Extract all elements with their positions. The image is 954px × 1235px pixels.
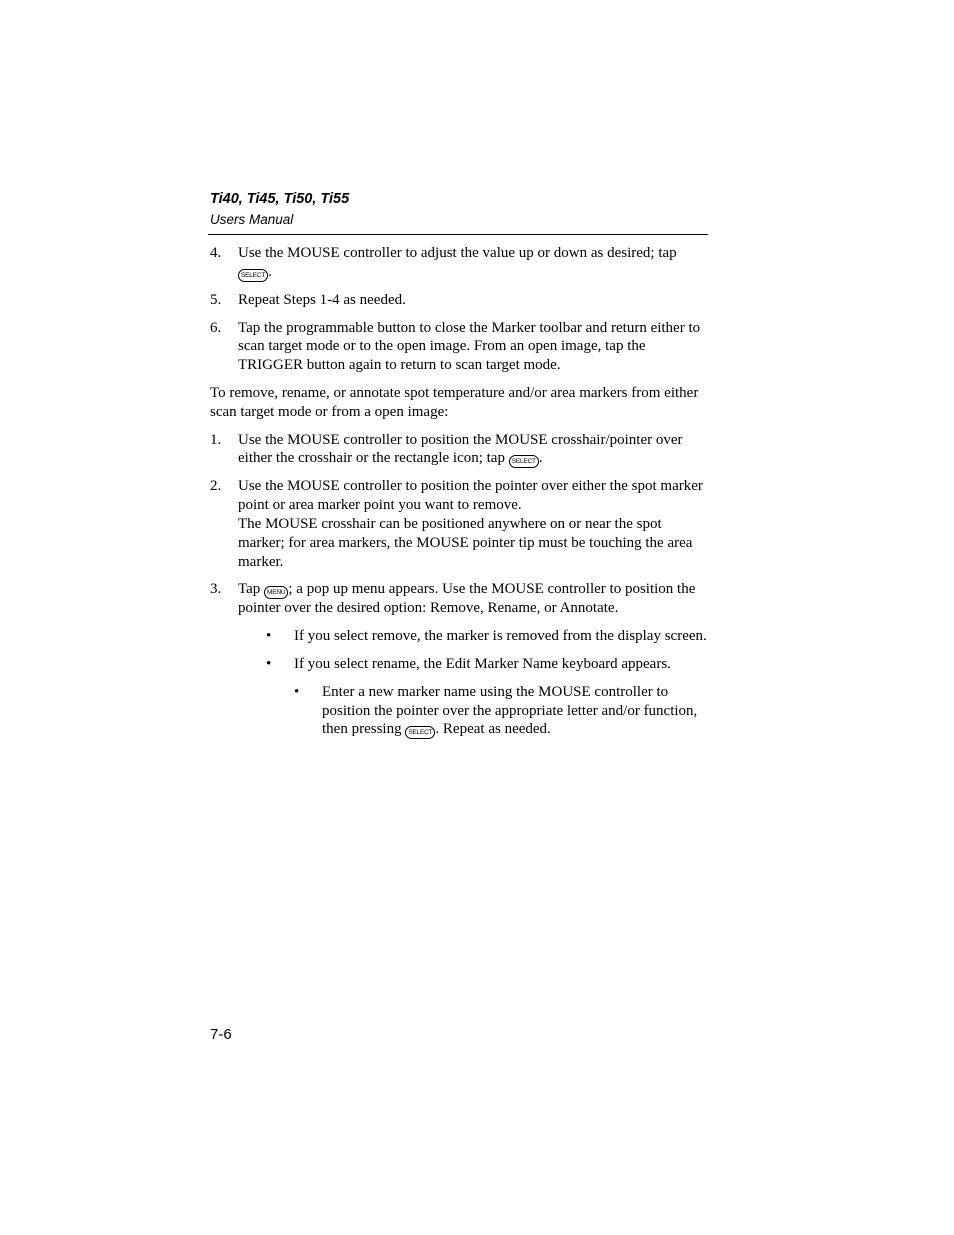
step-number: 1. <box>210 431 222 448</box>
step-text: ; a pop up menu appears. Use the MOUSE controller to position the pointer over the desired option: Remove, Rename, or Annotate. <box>238 581 696 617</box>
step-number: 2. <box>210 478 222 495</box>
bullet-text: If you select rename, the Edit Marker Name keyboard appears. <box>294 655 671 672</box>
step-1 <box>210 431 710 469</box>
step-text: Repeat Steps 1-4 as needed. <box>238 291 406 308</box>
step-text: Use the MOUSE controller to position the MOUSE crosshair/pointer over either the crosshair or the rectangle icon; tap <box>238 431 683 467</box>
intro-paragraph: To remove, rename, or annotate spot temperature and/or area markers from either scan target mode or from a open image: <box>210 384 699 420</box>
select-key-icon: SELECT <box>238 269 268 282</box>
step-number: 5. <box>210 291 222 308</box>
step-5 <box>210 291 710 310</box>
bullet-text: If you select remove, the marker is removed from the display screen. <box>294 628 707 645</box>
header-rule <box>208 234 708 235</box>
menu-key-icon: MENU <box>264 586 288 599</box>
step-tail: . <box>538 450 543 467</box>
step-number: 6. <box>210 319 222 336</box>
step-number: 4. <box>210 245 222 261</box>
bullet-dot: • <box>266 655 272 672</box>
running-header-subtitle: Users Manual <box>210 212 294 227</box>
step-text: Use the MOUSE controller to position the pointer over either the spot marker point or area marker point you want to remove. <box>238 478 703 514</box>
bullet-rename <box>210 655 710 674</box>
body-content <box>210 244 710 748</box>
select-key-icon: SELECT <box>405 726 435 739</box>
running-header-title: Ti40, Ti45, Ti50, Ti55 <box>210 191 350 207</box>
step-note: The MOUSE crosshair can be positioned anywhere on or near the spot marker; for area markers, the MOUSE pointer tip must be touching the area marker. <box>238 515 693 570</box>
bullet-dot: • <box>266 628 272 645</box>
bullet-remove <box>210 627 710 646</box>
step-4 <box>210 244 710 282</box>
step-3 <box>210 580 710 618</box>
step-pre: Tap <box>238 581 261 598</box>
step-text: Tap the programmable button to close the Marker toolbar and return either to scan target mode or to the open image. From an open image, tap the TRIGGER button again to return to scan target mode. <box>238 319 701 374</box>
bullet-text: Enter a new marker name using the MOUSE controller to position the pointer over the appropriate letter and/or function, then pressing <box>322 683 698 738</box>
step-6 <box>210 319 710 375</box>
bullet-dot: • <box>294 683 300 700</box>
bullet-tail: . Repeat as needed. <box>435 721 551 738</box>
sub-bullet-enter-name <box>210 683 710 740</box>
step-text: Use the MOUSE controller to adjust the value up or down as desired; tap <box>238 245 677 261</box>
select-key-icon: SELECT <box>509 455 539 468</box>
step-2 <box>210 477 710 571</box>
step-number: 3. <box>210 581 222 598</box>
step-tail: . <box>268 263 272 280</box>
page-number: 7-6 <box>210 1026 232 1043</box>
